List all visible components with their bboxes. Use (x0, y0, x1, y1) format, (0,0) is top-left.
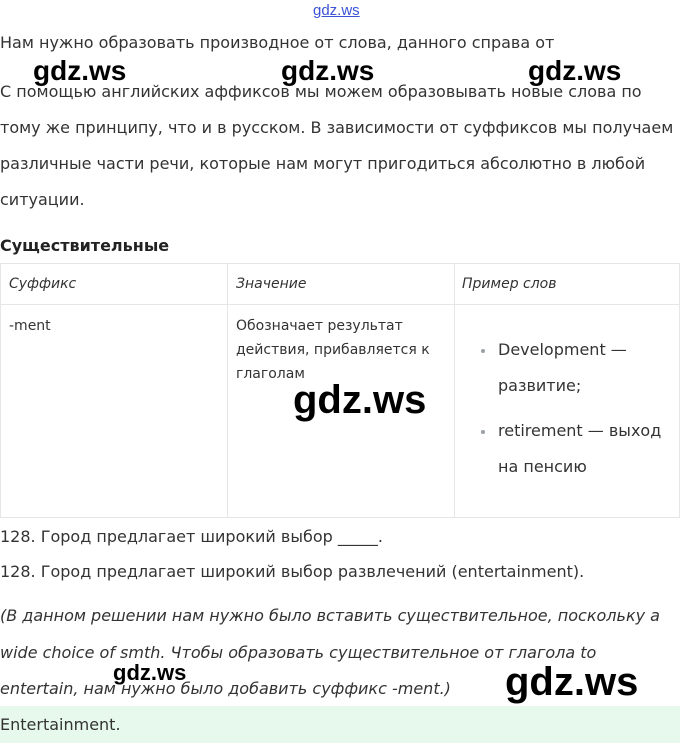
watermark: gdz.ws (33, 55, 127, 86)
question-line: 128. Город предлагает широкий выбор _____. (0, 527, 383, 546)
answer-line: 128. Город предлагает широкий выбор развлечений (entertainment). (0, 562, 585, 581)
watermark-link[interactable]: gdz.ws (313, 2, 360, 19)
intro-paragraph-line-3: различные части речи, которые нам могут пригодиться абсолютно в любой (0, 154, 646, 173)
cell-meaning-line-2: действия, прибавляется к (236, 342, 430, 358)
intro-paragraph-line-1: С помощью английских аффиксов мы можем образовывать новые слова по (0, 82, 642, 101)
intro-paragraph-line-4: ситуации. (0, 190, 85, 209)
final-answer-box (0, 706, 680, 743)
table-header-row (1, 264, 679, 305)
column-header-examples: Пример слов (462, 276, 557, 292)
example-2-line-1: retirement — выход (498, 421, 662, 440)
cell-meaning-line-1: Обозначает результат (236, 318, 403, 334)
example-1-line-1: Development — (498, 340, 627, 359)
watermark: gdz.ws (293, 378, 427, 422)
watermark: gdz.ws (281, 55, 375, 86)
watermark: gdz.ws (113, 660, 187, 685)
bullet-dot-icon (481, 430, 485, 434)
column-header-meaning: Значение (236, 276, 307, 292)
explanation-line-3: entertain, нам нужно было добавить суффикс -ment.) (0, 679, 451, 698)
column-header-suffix: Суффикс (9, 276, 77, 292)
final-answer: Entertainment. (0, 715, 121, 734)
explanation-line-1: (В данном решении нам нужно было вставить существительное, поскольку a (0, 606, 660, 625)
cell-suffix: -ment (9, 318, 51, 334)
bullet-dot-icon (481, 349, 485, 353)
explanation-line-2: wide choice of smth. Чтобы образовать существительное от глагола to (0, 643, 597, 662)
cell-meaning-line-3: глаголам (236, 366, 305, 382)
watermark: gdz.ws (505, 660, 639, 704)
example-1-line-2: развитие; (498, 376, 582, 395)
watermark: gdz.ws (528, 55, 622, 86)
intro-line: Нам нужно образовать производное от слова, данного справа от (0, 33, 555, 52)
intro-paragraph-line-2: тому же принципу, что и в русском. В зависимости от суффиксов мы получаем (0, 118, 674, 137)
section-heading: Существительные (0, 236, 170, 255)
example-2-line-2: на пенсию (498, 457, 587, 476)
